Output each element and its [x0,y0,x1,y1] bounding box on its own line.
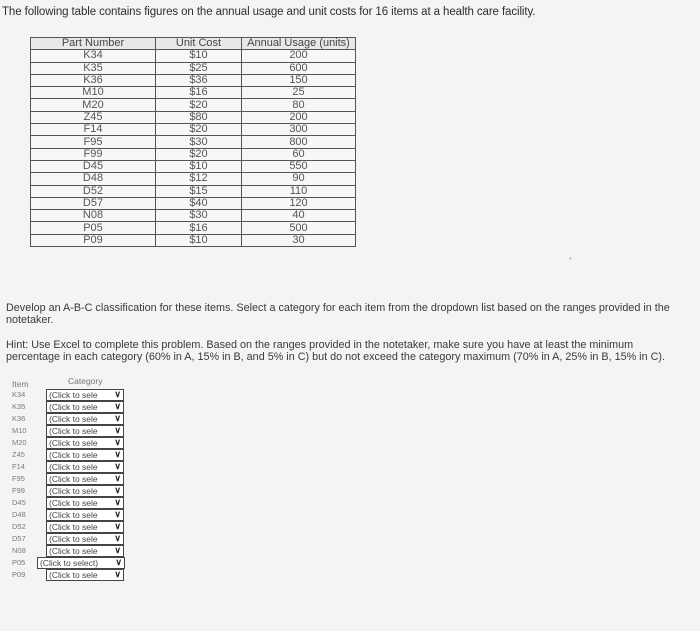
category-column-header: Category [68,376,103,386]
table-row [31,185,356,197]
table-row [31,222,356,234]
annual-usage-cell: 500 [242,222,356,234]
chevron-down-icon: ∨ [114,497,121,507]
part-number-cell: F99 [31,148,156,160]
table-row [31,87,356,99]
unit-cost-cell: $80 [156,111,242,123]
table-row [31,74,356,86]
unit-cost-cell: $10 [156,160,242,172]
part-number-cell: K34 [31,50,156,62]
category-select-value: (Click to sele [49,390,98,400]
category-item-label: M10 [12,426,27,435]
annual-usage-cell: 120 [242,197,356,209]
chevron-down-icon: ∨ [114,521,121,531]
annual-usage-cell: 40 [242,210,356,222]
part-number-cell: D52 [31,185,156,197]
table-row [31,62,356,74]
category-select-value: (Click to sele [49,534,98,544]
category-select[interactable] [46,389,124,401]
category-item-label: P09 [12,570,26,579]
category-select[interactable] [46,401,124,413]
category-item-label: D48 [12,510,26,519]
category-select-value: (Click to sele [49,570,98,580]
table-row [31,148,356,160]
category-select-value: (Click to sele [49,474,98,484]
chevron-down-icon: ∨ [114,545,121,555]
category-select[interactable] [46,497,124,509]
chevron-down-icon: ∨ [114,569,121,579]
chevron-down-icon: ∨ [114,425,121,435]
chevron-down-icon: ∨ [114,401,121,411]
table-row [31,210,356,222]
table-row [31,234,356,246]
intro-text: The following table contains figures on the annual usage and unit costs for 16 items at a health care facility. [2,6,536,18]
category-select-value: (Click to sele [49,498,98,508]
category-select[interactable] [46,533,124,545]
unit-cost-cell: $12 [156,173,242,185]
part-number-cell: M10 [31,87,156,99]
header-part-number: Part Number [31,38,156,50]
category-item-label: D52 [12,522,26,531]
chevron-down-icon: ∨ [114,485,121,495]
category-select-value: (Click to sele [49,462,98,472]
category-item-label: D57 [12,534,26,543]
parts-table [30,37,356,247]
chevron-down-icon: ∨ [114,413,121,423]
category-select-value: (Click to sele [49,438,98,448]
stray-mark: * [569,257,572,264]
category-select[interactable] [46,509,124,521]
table-header-row [31,38,356,50]
category-select[interactable] [46,425,124,437]
category-select-value: (Click to sele [49,414,98,424]
hint-text: Hint: Use Excel to complete this problem. Based on the ranges provided in the notetaker, make sure you have at least the minimum percentage in each category (60% in A, 15% in B, and 5% in C) but do not exceed the category maximum (70% in A, 25% in B, 15% in C). [6,339,665,363]
unit-cost-cell: $30 [156,210,242,222]
annual-usage-cell: 60 [242,148,356,160]
annual-usage-cell: 800 [242,136,356,148]
part-number-cell: F14 [31,124,156,136]
item-column-header: Item [12,379,29,389]
category-select-value: (Click to select) [40,558,99,568]
category-select-value: (Click to sele [49,426,98,436]
category-select[interactable] [46,545,124,557]
category-select-value: (Click to sele [49,486,98,496]
unit-cost-cell: $16 [156,222,242,234]
category-item-label: N08 [12,546,26,555]
category-item-label: Z45 [12,450,25,459]
unit-cost-cell: $25 [156,62,242,74]
unit-cost-cell: $10 [156,234,242,246]
part-number-cell: D57 [31,197,156,209]
chevron-down-icon: ∨ [115,557,122,567]
part-number-cell: K36 [31,74,156,86]
chevron-down-icon: ∨ [114,437,121,447]
category-item-label: F95 [12,474,25,483]
table-row [31,197,356,209]
annual-usage-cell: 30 [242,234,356,246]
table-row [31,50,356,62]
category-select[interactable] [46,473,124,485]
unit-cost-cell: $20 [156,148,242,160]
category-select[interactable] [46,449,124,461]
category-item-label: K34 [12,390,26,399]
annual-usage-cell: 110 [242,185,356,197]
part-number-cell: D48 [31,173,156,185]
chevron-down-icon: ∨ [114,449,121,459]
unit-cost-cell: $15 [156,185,242,197]
category-select[interactable] [46,569,124,581]
part-number-cell: M20 [31,99,156,111]
chevron-down-icon: ∨ [114,509,121,519]
annual-usage-cell: 80 [242,99,356,111]
annual-usage-cell: 200 [242,50,356,62]
annual-usage-cell: 90 [242,173,356,185]
unit-cost-cell: $16 [156,87,242,99]
header-unit-cost: Unit Cost [156,38,242,50]
category-item-label: D45 [12,498,26,507]
unit-cost-cell: $20 [156,124,242,136]
part-number-cell: K35 [31,62,156,74]
category-select-value: (Click to sele [49,510,98,520]
category-select[interactable] [46,485,124,497]
part-number-cell: P09 [31,234,156,246]
unit-cost-cell: $10 [156,50,242,62]
part-number-cell: D45 [31,160,156,172]
category-select[interactable] [46,437,124,449]
category-select-value: (Click to sele [49,402,98,412]
category-select[interactable] [46,521,124,533]
part-number-cell: N08 [31,210,156,222]
category-select[interactable] [46,413,124,425]
category-select-value: (Click to sele [49,522,98,532]
category-select[interactable] [46,461,124,473]
category-item-label: K35 [12,402,26,411]
header-annual-usage: Annual Usage (units) [242,38,356,50]
unit-cost-cell: $20 [156,99,242,111]
annual-usage-cell: 300 [242,124,356,136]
table-row [31,160,356,172]
part-number-cell: P05 [31,222,156,234]
annual-usage-cell: 150 [242,74,356,86]
unit-cost-cell: $30 [156,136,242,148]
chevron-down-icon: ∨ [114,461,121,471]
table-row [31,111,356,123]
category-item-label: M20 [12,438,27,447]
table-row [31,124,356,136]
instructions-text: Develop an A-B-C classification for these items. Select a category for each item from the dropdown list based on the ranges provided in the notetaker. [6,302,670,326]
chevron-down-icon: ∨ [114,533,121,543]
category-select[interactable] [37,557,125,569]
category-item-label: F99 [12,486,25,495]
annual-usage-cell: 25 [242,87,356,99]
chevron-down-icon: ∨ [114,473,121,483]
unit-cost-cell: $40 [156,197,242,209]
category-select-value: (Click to sele [49,450,98,460]
table-row [31,173,356,185]
table-row [31,99,356,111]
annual-usage-cell: 200 [242,111,356,123]
category-item-label: K36 [12,414,26,423]
part-number-cell: Z45 [31,111,156,123]
annual-usage-cell: 600 [242,62,356,74]
table-row [31,136,356,148]
chevron-down-icon: ∨ [114,389,121,399]
category-item-label: F14 [12,462,25,471]
annual-usage-cell: 550 [242,160,356,172]
part-number-cell: F95 [31,136,156,148]
unit-cost-cell: $36 [156,74,242,86]
category-select-value: (Click to sele [49,546,98,556]
category-item-label: P05 [12,558,26,567]
